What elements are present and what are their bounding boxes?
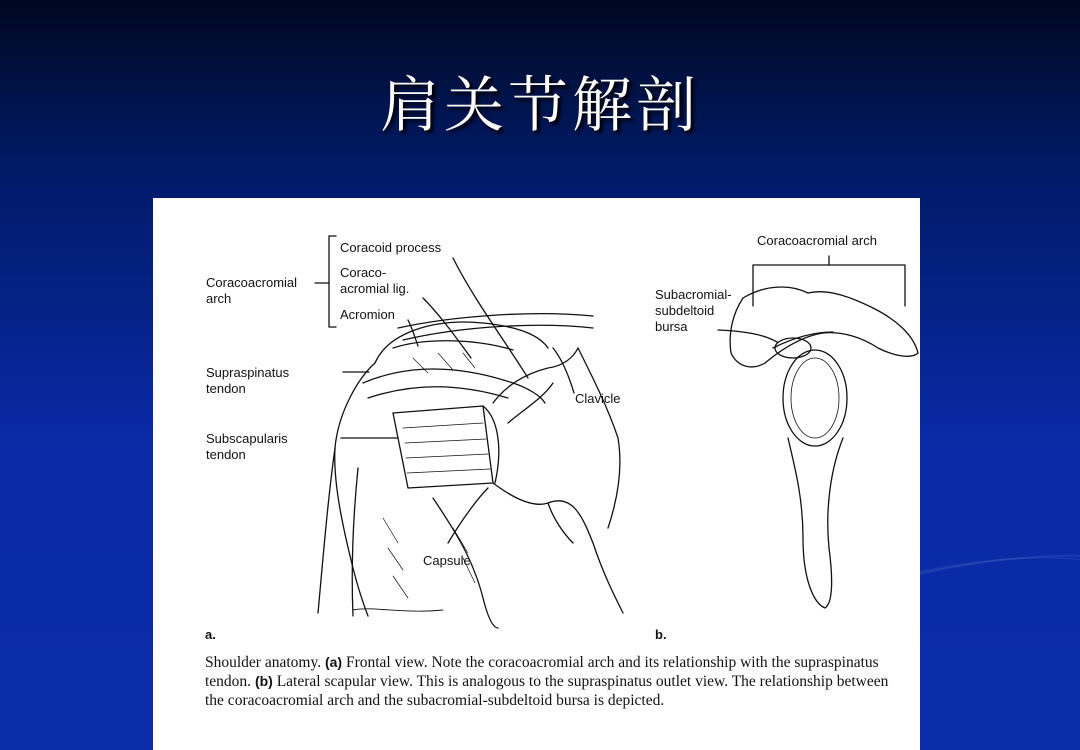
panel-label-a: a. — [205, 627, 216, 642]
label-acromion: Acromion — [340, 307, 395, 322]
label-supraspinatus-tendon: Supraspinatus tendon — [206, 365, 290, 396]
label-coracoid-process: Coracoid process — [340, 240, 442, 255]
label-coracoacromial-arch: Coracoacromial arch — [206, 275, 298, 306]
slide-title: 肩关节解剖 — [380, 71, 700, 141]
anatomy-figure — [153, 198, 920, 750]
label-clavicle: Clavicle — [575, 391, 621, 406]
figure-caption: Shoulder anatomy. (a) Frontal view. Note the coracoacromial arch and its relationship with the supraspinatus tendon. (b) Lateral scapular view. This is analogous to the supraspinatus outlet view. The relationship between the coracoacromial arch and the subacromial-subdeltoid bursa is depicted. — [205, 654, 889, 709]
label-subacromial-subdeltoid-bursa: Subacromial- subdeltoid bursa — [655, 287, 732, 334]
label-capsule: Capsule — [423, 553, 471, 568]
label-coracoacromial-ligament: Coraco- acromial lig. — [340, 265, 410, 296]
lateral-view-drawing — [718, 256, 918, 608]
label-subscapularis-tendon: Subscapularis tendon — [206, 431, 288, 462]
panel-label-b: b. — [655, 627, 667, 642]
label-coracoacromial-arch-b: Coracoacromial arch — [757, 233, 877, 248]
